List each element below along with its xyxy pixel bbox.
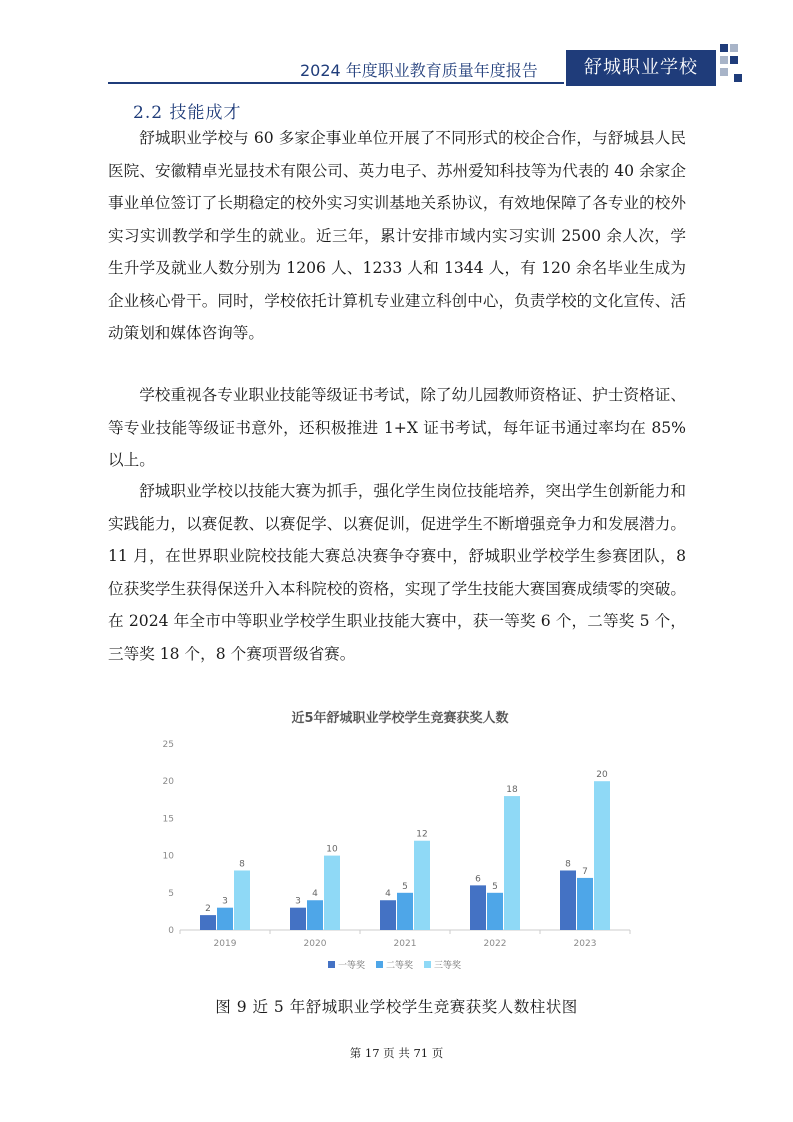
decor-square	[720, 44, 728, 52]
bar	[560, 870, 576, 930]
decor-square	[734, 74, 742, 82]
body-paragraph: 舒城职业学校与 60 多家企事业单位开展了不同形式的校企合作，与舒城县人民医院、安徽精卓光显技术有限公司、英力电子、苏州爱知科技等为代表的 40 余家企事业单位签订了长期稳定的校外实习实训基地关系协议，有效地保障了各专业的校外实习实训教学和学生的就业。近三年，累计安排市域内实习实训 2500 余人次，学生升学及就业人数分别为 1206 人、1233 人和 1344 人，有 120 余名毕业生成为企业核心骨干。同时，学校依托计算机专业建立科创中心，负责学校的文化宣传、活动策划和媒体咨询等。	[108, 129, 686, 342]
bar	[397, 893, 413, 930]
x-tick-label: 2020	[303, 939, 327, 949]
y-tick-label: 5	[168, 888, 174, 899]
decor-square	[730, 44, 738, 52]
data-label: 5	[492, 881, 498, 892]
report-title: 2024 年度职业教育质量年度报告	[300, 61, 538, 80]
y-tick-label: 10	[162, 851, 174, 862]
decor-square	[720, 68, 728, 76]
bar	[470, 885, 486, 930]
data-label: 6	[475, 874, 481, 885]
data-label: 10	[326, 844, 338, 855]
chart-title: 近5年舒城职业学校学生竞赛获奖人数	[291, 711, 509, 726]
legend-label: 三等奖	[434, 961, 462, 971]
bar	[487, 893, 503, 930]
data-label: 18	[506, 785, 518, 796]
bar	[290, 908, 306, 930]
section-title: 2.2 技能成才	[133, 103, 242, 123]
bar	[414, 841, 430, 930]
legend-label: 一等奖	[338, 961, 366, 971]
legend-swatch	[376, 961, 383, 968]
decor-square	[730, 56, 738, 64]
bar	[217, 908, 233, 930]
y-tick-label: 20	[162, 777, 174, 788]
bar	[234, 870, 250, 930]
bar	[594, 781, 610, 930]
x-tick-label: 2019	[213, 939, 237, 949]
bar	[200, 915, 216, 930]
award-bar-chart	[150, 702, 650, 987]
x-tick-label: 2021	[393, 939, 417, 949]
data-label: 8	[565, 859, 571, 870]
body-paragraph: 学校重视各专业职业技能等级证书考试，除了幼儿园教师资格证、护士资格证、等专业技能等级证书意外，还积极推进 1+X 证书考试，每年证书通过率均在 85%以上。	[108, 386, 686, 469]
data-label: 3	[222, 896, 228, 907]
bar	[307, 900, 323, 930]
page-number: 第 17 页 共 71 页	[349, 1046, 444, 1060]
bar	[504, 796, 520, 930]
data-label: 3	[295, 896, 301, 907]
bar	[324, 856, 340, 930]
body-paragraph: 舒城职业学校以技能大赛为抓手，强化学生岗位技能培养，突出学生创新能力和实践能力，以赛促教、以赛促学、以赛促训，促进学生不断增强竞争力和发展潜力。11 月，在世界职业院校技能大赛总决赛争夺赛中，舒城职业学校学生参赛团队，8 位获奖学生获得保送升入本科院校的资格，实现了学生技能大赛国赛成绩零的突破。在 2024 年全市中等职业学校学生职业技能大赛中，获一等奖 6 个，二等奖 5 个，三等奖 18 个，8 个赛项晋级省赛。	[108, 482, 686, 663]
bar	[577, 878, 593, 930]
header-rule	[108, 82, 564, 84]
data-label: 4	[312, 889, 318, 900]
bar	[380, 900, 396, 930]
y-tick-label: 15	[162, 814, 174, 825]
x-tick-label: 2022	[483, 939, 507, 949]
legend-label: 二等奖	[386, 961, 414, 971]
y-tick-label: 0	[168, 926, 174, 936]
figure-caption: 图 9 近 5 年舒城职业学校学生竞赛获奖人数柱状图	[215, 998, 578, 1016]
data-label: 4	[385, 889, 391, 900]
decor-square	[720, 56, 728, 64]
data-label: 20	[596, 770, 608, 781]
data-label: 7	[582, 866, 588, 877]
legend-swatch	[328, 961, 335, 968]
data-label: 2	[205, 904, 211, 915]
x-tick-label: 2023	[573, 939, 597, 949]
data-label: 8	[239, 859, 245, 870]
legend-swatch	[424, 961, 431, 968]
data-label: 12	[416, 829, 428, 840]
data-label: 5	[402, 881, 408, 892]
school-name-badge: 舒城职业学校	[566, 50, 716, 86]
y-tick-label: 25	[162, 740, 174, 750]
